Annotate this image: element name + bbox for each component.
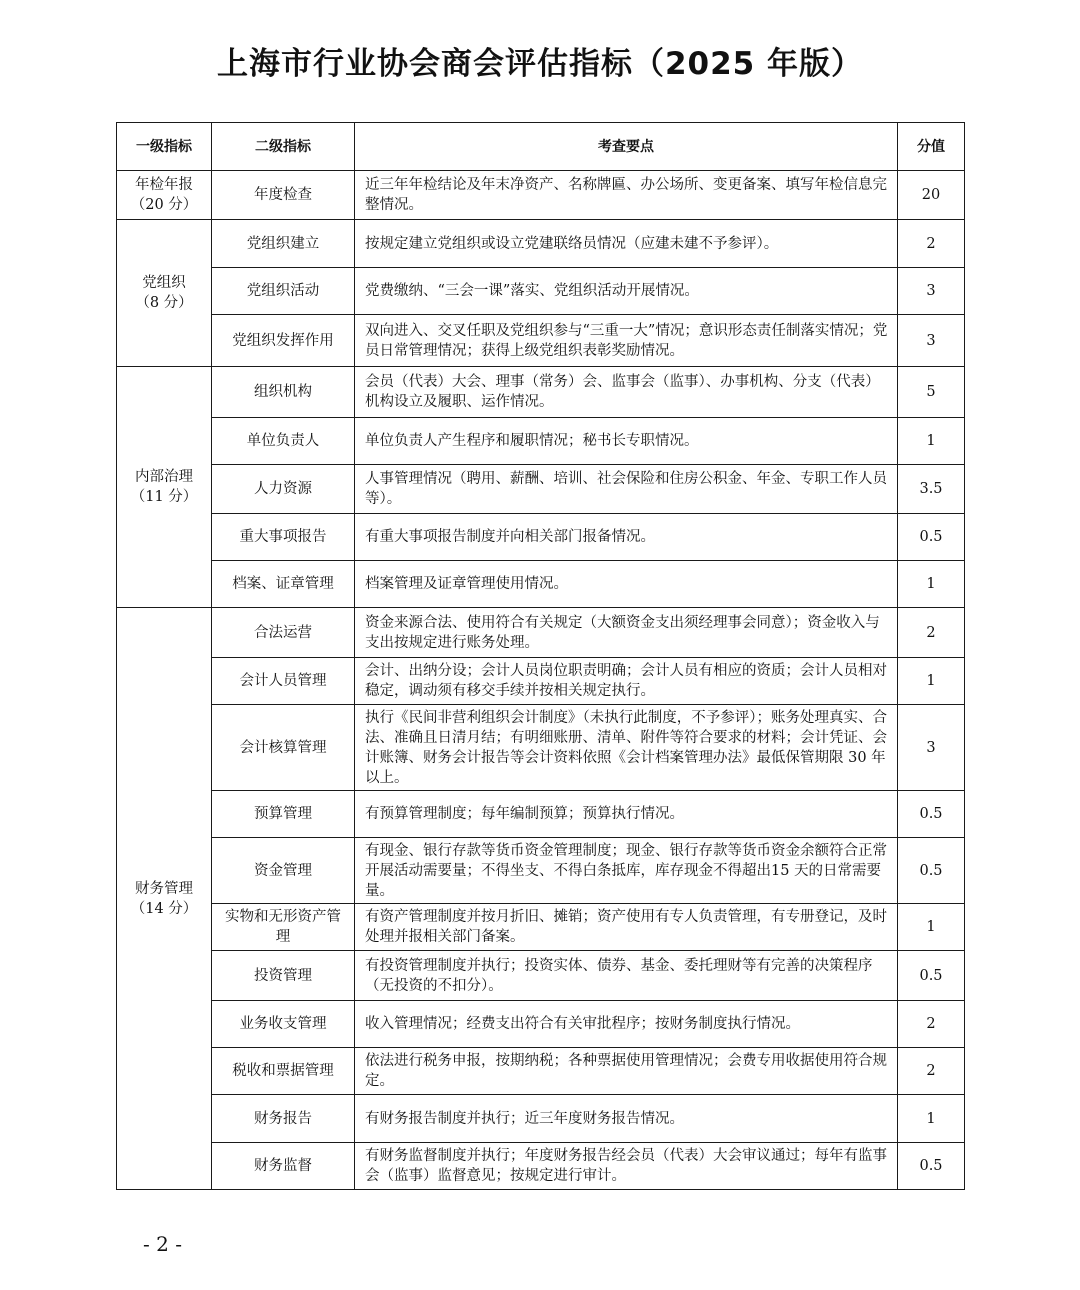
level2-indicator: 预算管理	[212, 791, 355, 838]
assessment-points: 依法进行税务申报，按期纳税；各种票据使用管理情况；会费专用收据使用符合规定。	[355, 1048, 898, 1095]
table-row	[117, 658, 965, 705]
score-value: 2	[898, 220, 965, 268]
table-row	[117, 367, 965, 418]
table-row	[117, 705, 965, 791]
table-row	[117, 171, 965, 220]
score-value: 0.5	[898, 514, 965, 561]
level2-indicator: 合法运营	[212, 608, 355, 658]
header-points: 考查要点	[355, 123, 898, 171]
assessment-points: 有投资管理制度并执行；投资实体、债券、基金、委托理财等有完善的决策程序（无投资的不扣分）。	[355, 951, 898, 1001]
score-value: 0.5	[898, 951, 965, 1001]
level2-indicator: 重大事项报告	[212, 514, 355, 561]
score-value: 3.5	[898, 465, 965, 514]
score-value: 1	[898, 1095, 965, 1143]
level2-indicator: 实物和无形资产管理	[212, 904, 355, 951]
score-value: 1	[898, 904, 965, 951]
table-row	[117, 418, 965, 465]
level2-indicator: 党组织发挥作用	[212, 315, 355, 367]
table-row	[117, 1001, 965, 1048]
level2-indicator: 单位负责人	[212, 418, 355, 465]
table-header-row	[117, 123, 965, 171]
evaluation-index-table	[116, 122, 965, 1190]
level1-indicator: 党组织 （8 分）	[117, 220, 212, 367]
level2-indicator: 财务报告	[212, 1095, 355, 1143]
level2-indicator: 税收和票据管理	[212, 1048, 355, 1095]
assessment-points: 党费缴纳、“三会一课”落实、党组织活动开展情况。	[355, 268, 898, 315]
assessment-points: 有财务报告制度并执行；近三年度财务报告情况。	[355, 1095, 898, 1143]
level2-indicator: 投资管理	[212, 951, 355, 1001]
header-score: 分值	[898, 123, 965, 171]
score-value: 2	[898, 1001, 965, 1048]
header-level2: 二级指标	[212, 123, 355, 171]
table-row	[117, 904, 965, 951]
table-row	[117, 1048, 965, 1095]
table-row	[117, 791, 965, 838]
score-value: 0.5	[898, 791, 965, 838]
table-row	[117, 268, 965, 315]
table-row	[117, 951, 965, 1001]
level2-indicator: 业务收支管理	[212, 1001, 355, 1048]
score-value: 1	[898, 561, 965, 608]
assessment-points: 近三年年检结论及年末净资产、名称牌匾、办公场所、变更备案、填写年检信息完整情况。	[355, 171, 898, 220]
assessment-points: 档案管理及证章管理使用情况。	[355, 561, 898, 608]
score-value: 20	[898, 171, 965, 220]
score-value: 2	[898, 1048, 965, 1095]
assessment-points: 有财务监督制度并执行；年度财务报告经会员（代表）大会审议通过；每年有监事会（监事）监督意见；按规定进行审计。	[355, 1143, 898, 1190]
table-row	[117, 514, 965, 561]
level2-indicator: 党组织活动	[212, 268, 355, 315]
document-title: 上海市行业协会商会评估指标（2025 年版）	[216, 46, 864, 82]
assessment-points: 会员（代表）大会、理事（常务）会、监事会（监事）、办事机构、分支（代表）机构设立及履职、运作情况。	[355, 367, 898, 418]
level1-indicator: 财务管理 （14 分）	[117, 608, 212, 1190]
score-value: 2	[898, 608, 965, 658]
header-level1: 一级指标	[117, 123, 212, 171]
assessment-points: 资金来源合法、使用符合有关规定（大额资金支出须经理事会同意）；资金收入与支出按规定进行账务处理。	[355, 608, 898, 658]
score-value: 1	[898, 418, 965, 465]
table-row	[117, 315, 965, 367]
table-row	[117, 465, 965, 514]
assessment-points: 单位负责人产生程序和履职情况；秘书长专职情况。	[355, 418, 898, 465]
table-row	[117, 1095, 965, 1143]
assessment-points: 会计、出纳分设；会计人员岗位职责明确；会计人员有相应的资质；会计人员相对稳定，调动须有移交手续并按相关规定执行。	[355, 658, 898, 705]
assessment-points: 有资产管理制度并按月折旧、摊销；资产使用有专人负责管理，有专册登记，及时处理并报相关部门备案。	[355, 904, 898, 951]
score-value: 0.5	[898, 838, 965, 904]
level2-indicator: 档案、证章管理	[212, 561, 355, 608]
assessment-points: 收入管理情况；经费支出符合有关审批程序；按财务制度执行情况。	[355, 1001, 898, 1048]
score-value: 3	[898, 705, 965, 791]
level2-indicator: 党组织建立	[212, 220, 355, 268]
level2-indicator: 年度检查	[212, 171, 355, 220]
table-row	[117, 608, 965, 658]
score-value: 1	[898, 658, 965, 705]
assessment-points: 按规定建立党组织或设立党建联络员情况（应建未建不予参评）。	[355, 220, 898, 268]
table-row	[117, 838, 965, 904]
assessment-points: 人事管理情况（聘用、薪酬、培训、社会保险和住房公积金、年金、专职工作人员等）。	[355, 465, 898, 514]
level2-indicator: 会计人员管理	[212, 658, 355, 705]
assessment-points: 有预算管理制度；每年编制预算；预算执行情况。	[355, 791, 898, 838]
score-value: 3	[898, 268, 965, 315]
table-row	[117, 220, 965, 268]
page-number: - 2 -	[143, 1232, 182, 1256]
level2-indicator: 组织机构	[212, 367, 355, 418]
assessment-points: 有重大事项报告制度并向相关部门报备情况。	[355, 514, 898, 561]
level1-indicator: 内部治理 （11 分）	[117, 367, 212, 608]
assessment-points: 执行《民间非营利组织会计制度》（未执行此制度，不予参评）；账务处理真实、合法、准确且日清月结；有明细账册、清单、附件等符合要求的材料；会计凭证、会计账簿、财务会计报告等会计资料依照《会计档案管理办法》最低保管期限 30 年以上。	[355, 705, 898, 791]
level2-indicator: 会计核算管理	[212, 705, 355, 791]
level2-indicator: 人力资源	[212, 465, 355, 514]
table-row	[117, 561, 965, 608]
table-row	[117, 1143, 965, 1190]
level2-indicator: 财务监督	[212, 1143, 355, 1190]
assessment-points: 双向进入、交叉任职及党组织参与“三重一大”情况；意识形态责任制落实情况；党员日常管理情况；获得上级党组织表彰奖励情况。	[355, 315, 898, 367]
score-value: 5	[898, 367, 965, 418]
score-value: 3	[898, 315, 965, 367]
table-body	[117, 171, 965, 1190]
level2-indicator: 资金管理	[212, 838, 355, 904]
score-value: 0.5	[898, 1143, 965, 1190]
level1-indicator: 年检年报 （20 分）	[117, 171, 212, 220]
assessment-points: 有现金、银行存款等货币资金管理制度；现金、银行存款等货币资金余额符合正常开展活动需要量；不得坐支、不得白条抵库，库存现金不得超出15 天的日常需要量。	[355, 838, 898, 904]
